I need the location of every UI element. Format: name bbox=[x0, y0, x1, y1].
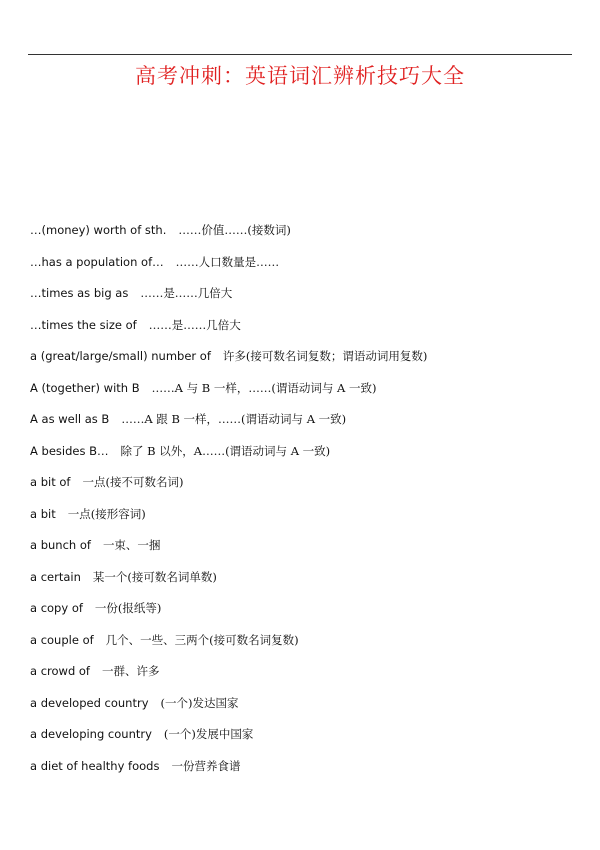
vocabulary-entry bbox=[30, 694, 575, 726]
vocabulary-entry bbox=[30, 253, 575, 285]
vocabulary-entry bbox=[30, 473, 575, 505]
entry-phrase: …times the size of bbox=[30, 317, 137, 332]
entry-phrase: a certain bbox=[30, 569, 81, 584]
entry-phrase: A (together) with B bbox=[30, 380, 140, 395]
entry-phrase: A as well as B bbox=[30, 412, 110, 426]
entry-phrase: a bit bbox=[30, 506, 56, 521]
entry-meaning: 一份营养食谱 bbox=[171, 758, 241, 773]
vocabulary-entry bbox=[30, 757, 575, 789]
entry-phrase: A besides B… bbox=[30, 443, 109, 458]
entry-meaning: 某一个(接可数名词单数) bbox=[92, 569, 217, 584]
vocabulary-entry bbox=[30, 316, 575, 348]
entry-phrase: …times as big as bbox=[30, 286, 129, 300]
vocabulary-entry bbox=[30, 442, 575, 474]
entry-meaning: ……人口数量是…… bbox=[175, 254, 280, 269]
vocabulary-entry bbox=[30, 631, 575, 663]
entry-meaning: 一点(接不可数名词) bbox=[82, 475, 184, 489]
entry-meaning: ……价值……(接数词) bbox=[178, 223, 291, 237]
entry-meaning: ……是……几倍大 bbox=[148, 317, 241, 332]
entry-meaning: 一群、许多 bbox=[101, 664, 160, 678]
entry-phrase: a (great/large/small) number of bbox=[30, 349, 211, 363]
entry-phrase: a bit of bbox=[30, 475, 71, 489]
entry-meaning: 一点(接形容词) bbox=[67, 506, 146, 521]
vocabulary-entry bbox=[30, 284, 575, 316]
vocabulary-list bbox=[30, 221, 575, 788]
entry-meaning: 除了 B 以外，A……(谓语动词与 A 一致) bbox=[120, 443, 331, 458]
vocabulary-entry bbox=[30, 505, 575, 537]
entry-phrase: a copy of bbox=[30, 601, 83, 615]
vocabulary-entry bbox=[30, 725, 575, 757]
entry-phrase: a developing country bbox=[30, 727, 152, 741]
entry-phrase: a bunch of bbox=[30, 538, 91, 552]
entry-phrase: a couple of bbox=[30, 632, 94, 647]
entry-meaning: ……A 跟 B 一样，……(谓语动词与 A 一致) bbox=[121, 412, 347, 426]
vocabulary-entry bbox=[30, 662, 575, 694]
vocabulary-entry bbox=[30, 221, 575, 253]
entry-meaning: 一束、一捆 bbox=[102, 538, 161, 552]
document-title: 高考冲刺：英语词汇辨析技巧大全 bbox=[135, 64, 465, 88]
vocabulary-entry bbox=[30, 536, 575, 568]
entry-meaning: ……是……几倍大 bbox=[140, 286, 233, 300]
entry-meaning: ……A 与 B 一样，……(谓语动词与 A 一致) bbox=[151, 380, 377, 395]
entry-meaning: (一个)发达国家 bbox=[160, 695, 239, 710]
entry-meaning: 许多(接可数名词复数；谓语动词用复数) bbox=[222, 349, 428, 363]
entry-meaning: (一个)发展中国家 bbox=[163, 727, 254, 741]
entry-phrase: …has a population of… bbox=[30, 254, 164, 269]
vocabulary-entry bbox=[30, 599, 575, 631]
header-rule bbox=[28, 54, 572, 55]
vocabulary-entry bbox=[30, 410, 575, 442]
entry-meaning: 几个、一些、三两个(接可数名词复数) bbox=[105, 632, 299, 647]
entry-phrase: a crowd of bbox=[30, 664, 90, 678]
entry-phrase: a developed country bbox=[30, 695, 149, 710]
vocabulary-entry bbox=[30, 379, 575, 411]
vocabulary-entry bbox=[30, 347, 575, 379]
entry-phrase: …(money) worth of sth. bbox=[30, 223, 167, 237]
entry-phrase: a diet of healthy foods bbox=[30, 758, 160, 773]
entry-meaning: 一份(报纸等) bbox=[94, 601, 162, 615]
vocabulary-entry bbox=[30, 568, 575, 600]
